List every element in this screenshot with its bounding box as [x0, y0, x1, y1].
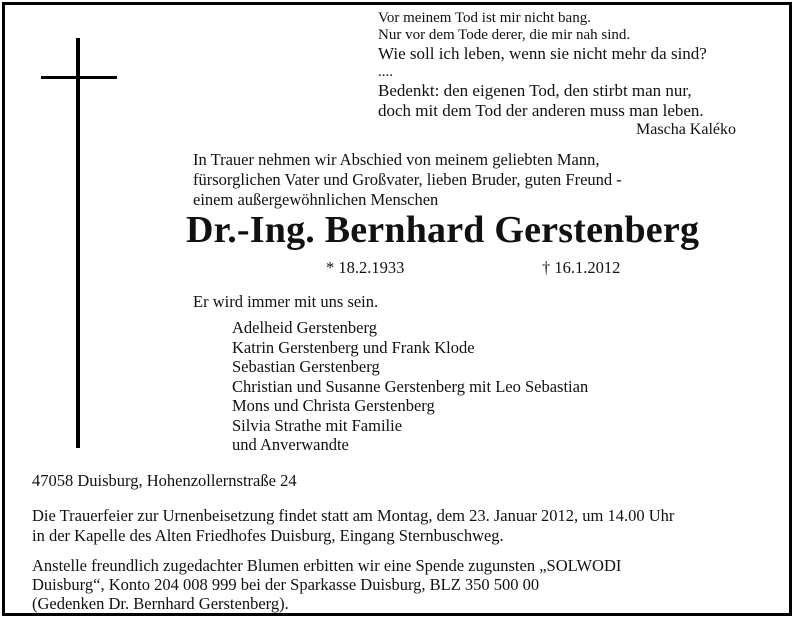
birth-date: * 18.2.1933: [326, 258, 405, 277]
poem-line: ....: [378, 64, 393, 80]
memorial-statement: Er wird immer mit uns sein.: [193, 292, 379, 311]
family-address: 47058 Duisburg, Hohenzollernstraße 24: [32, 471, 297, 490]
poem-line: Wie soll ich leben, wenn sie nicht mehr da sind?: [378, 44, 707, 63]
intro-line: In Trauer nehmen wir Abschied von meinem geliebten Mann,: [193, 150, 600, 169]
mourners-list: [232, 318, 588, 455]
deceased-name: Dr.-Ing. Bernhard Gerstenberg: [186, 209, 700, 251]
donation-info: [32, 556, 621, 613]
intro-line: einem außergewöhnlichen Menschen: [193, 190, 439, 209]
cross-horizontal-bar: [41, 76, 117, 79]
mourner: Silvia Strathe mit Familie: [232, 415, 403, 435]
poem-author: Mascha Kaléko: [636, 121, 736, 138]
mourner: Adelheid Gerstenberg: [232, 318, 377, 337]
intro-text: [193, 150, 753, 210]
cross-vertical-bar: [76, 38, 80, 448]
donation-line: (Gedenken Dr. Bernhard Gerstenberg).: [32, 594, 289, 613]
mourner: Katrin Gerstenberg und Frank Klode: [232, 337, 475, 357]
death-date: † 16.1.2012: [542, 258, 621, 277]
poem-line: Vor meinem Tod ist mir nicht bang.: [378, 10, 591, 26]
poem-line: Nur vor dem Tode derer, die mir nah sind.: [378, 27, 631, 43]
poem: [378, 10, 750, 139]
intro-line: fürsorglichen Vater und Großvater, lieben Bruder, guten Freund -: [193, 170, 622, 189]
donation-line: Anstelle freundlich zugedachter Blumen erbitten wir eine Spende zugunsten „SOLWODI: [32, 556, 622, 575]
mourner: und Anverwandte: [232, 435, 349, 454]
poem-line: doch mit dem Tod der anderen muss man leben.: [378, 101, 704, 120]
mourner: Sebastian Gerstenberg: [232, 357, 380, 376]
donation-line: Duisburg“, Konto 204 008 999 bei der Sparkasse Duisburg, BLZ 350 500 00: [32, 575, 540, 594]
service-line: in der Kapelle des Alten Friedhofes Duisburg, Eingang Sternbuschweg.: [32, 526, 504, 545]
service-line: Die Trauerfeier zur Urnenbeisetzung findet statt am Montag, dem 23. Januar 2012, um 14.00 Uhr: [32, 506, 675, 525]
mourner: Mons und Christa Gerstenberg: [232, 396, 435, 415]
poem-line: Bedenkt: den eigenen Tod, den stirbt man nur,: [378, 81, 692, 100]
mourner: Christian und Susanne Gerstenberg mit Leo Sebastian: [232, 376, 589, 396]
service-info: [32, 506, 674, 546]
